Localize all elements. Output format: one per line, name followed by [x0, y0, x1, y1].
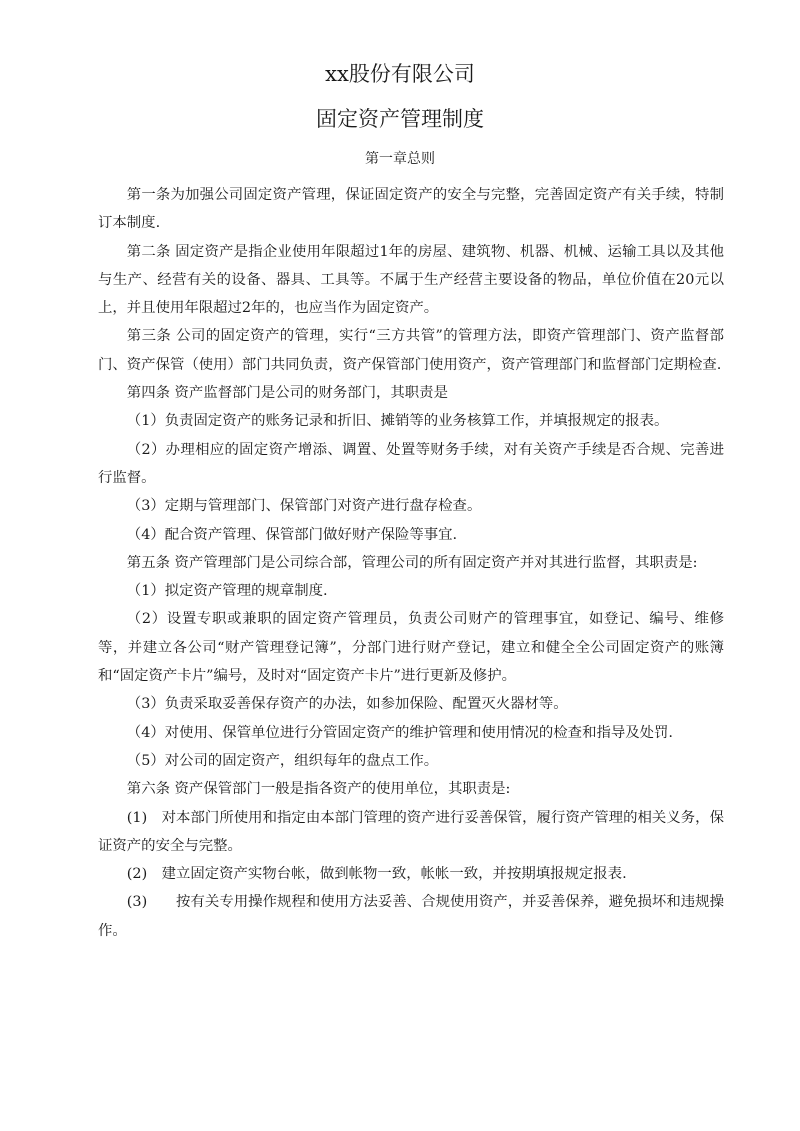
- document-body: [98, 181, 724, 945]
- article-6: 第六条 资产保管部门一般是指各资产的使用单位，其职责是:: [126, 781, 511, 798]
- article-2: 第二条 固定资产是指企业使用年限超过1年的房屋、建筑物、机器、机械、运输工具以及其他与生产、经营有关的设备、器具、工具等。不属于生产经营主要设备的物品，单位价值在20元以上，并且使用年限超过2年的，也应当作为固定资产。: [98, 243, 724, 317]
- article-6-item-2: (2) 建立固定资产实物台帐，做到帐物一致，帐帐一致，并按期填报规定报表.: [126, 866, 627, 883]
- article-4-item-4: （4）配合资产管理、保管部门做好财产保险等事宜.: [126, 526, 458, 543]
- company-name: xx股份有限公司: [325, 62, 475, 86]
- article-6-item-1: (1) 对本部门所使用和指定由本部门管理的资产进行妥善保管，履行资产管理的相关义务，保证资产的安全与完整。: [98, 809, 724, 854]
- document-title: 固定资产管理制度: [316, 107, 484, 131]
- article-5-item-3: （3）负责采取妥善保存资产的办法，如参加保险、配置灭火器材等。: [126, 696, 568, 713]
- article-5-item-4: （4）对使用、保管单位进行分管固定资产的维护管理和使用情况的检查和指导及处罚.: [126, 724, 673, 741]
- article-4-item-3: （3）定期与管理部门、保管部门对资产进行盘存检查。: [126, 498, 482, 515]
- chapter-heading: 第一章总则: [365, 151, 435, 167]
- article-5: 第五条 资产管理部门是公司综合部，管理公司的所有固定资产并对其进行监督，其职责是:: [126, 554, 698, 571]
- article-1: 第一条为加强公司固定资产管理，保证固定资产的安全与完整，完善固定资产有关手续，特制订本制度.: [98, 187, 724, 232]
- article-5-item-1: （1）拟定资产管理的规章制度.: [126, 583, 328, 600]
- article-6-item-3: (3) 按有关专用操作规程和使用方法妥善、合规使用资产，并妥善保养，避免损坏和违规操作。: [98, 894, 724, 939]
- article-5-item-5: （5）对公司的固定资产，组织每年的盘点工作。: [126, 752, 439, 769]
- article-4-item-2: （2）办理相应的固定资产增添、调置、处置等财务手续，对有关资产手续是否合规、完善进行监督。: [98, 441, 724, 486]
- article-4: 第四条 资产监督部门是公司的财务部门，其职责是: [126, 385, 448, 402]
- article-5-item-2: （2）设置专职或兼职的固定资产管理员，负责公司财产的管理事宜，如登记、编号、维修等，并建立各公司“财产管理登记簿”，分部门进行财产登记，建立和健全全公司固定资产的账簿和“固定资产卡片”编号，及时对“固定资产卡片”进行更新及修护。: [98, 611, 724, 685]
- article-4-item-1: （1）负责固定资产的账务记录和折旧、摊销等的业务核算工作，并填报规定的报表。: [126, 413, 669, 430]
- article-3: 第三条 公司的固定资产的管理，实行“三方共管”的管理方法，即资产管理部门、资产监督部门、资产保管（使用）部门共同负责，资产保管部门使用资产，资产管理部门和监督部门定期检查.: [98, 328, 724, 373]
